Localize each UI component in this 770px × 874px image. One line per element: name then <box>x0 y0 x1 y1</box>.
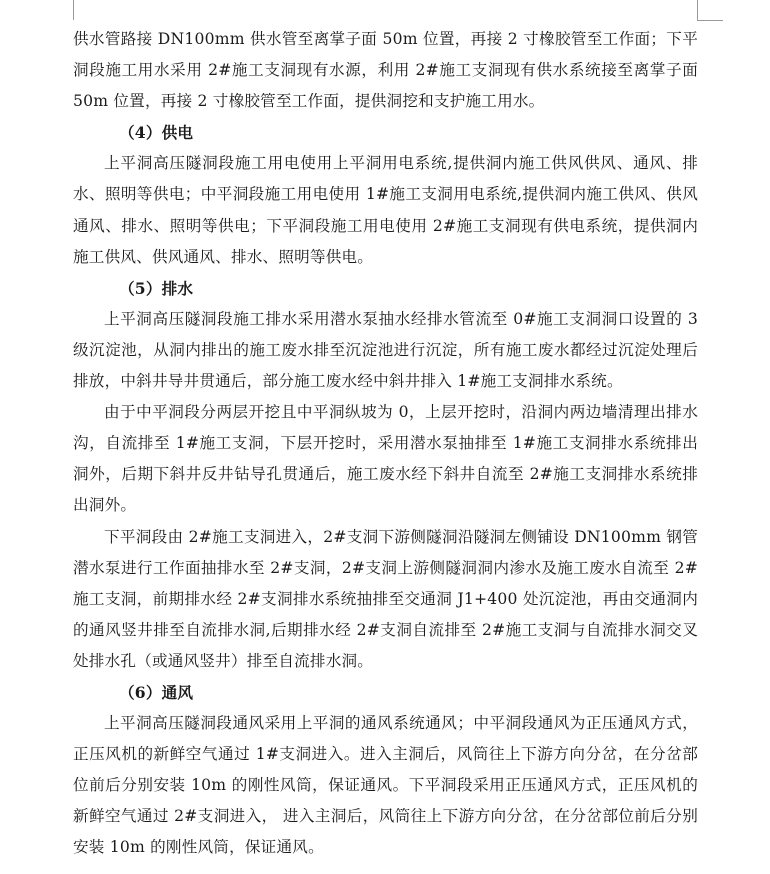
paragraph-power-supply: 上平洞高压隧洞段施工用电使用上平洞用电系统,提供洞内施工供风供风、通风、排水、照明等供电；中平洞段施工用电使用 1#施工支洞用电系统,提供洞内施工供风、供风通风、排水、照明等供电；下平洞段施工用电使用 2#施工支洞现有供电系统，提供洞内施工供风、供风通风、排水、照明等供电。 <box>73 154 698 266</box>
heading-power-supply: （4）供电 <box>119 123 194 143</box>
heading-drainage: （5）排水 <box>119 278 194 298</box>
paragraph-ventilation: 上平洞高压隧洞段通风采用上平洞的通风系统通风；中平洞段通风为正压通风方式，正压风机的新鲜空气通过 1#支洞进入。进入主洞后，风筒往上下游方向分岔，在分岔部位前后分别安装 10m 的刚性风筒，保证通风。下平洞段采用正压通风方式，正压风机的新鲜空气通过 2#支洞进入， 进入主洞后，风筒往上下游方向分岔，在分岔部位前后分别安装 10m 的刚性风筒，保证通风。 <box>73 714 698 857</box>
paragraph-drainage-upper: 上平洞高压隧洞段施工排水采用潜水泵抽水经排水管流至 0#施工支洞洞口设置的 3 级沉淀池，从洞内排出的施工废水排至沉淀池进行沉淀，所有施工废水都经过沉淀处理后排放，中斜井导井贯通后，部分施工废水经中斜井排入 1#施工支洞排水系统。 <box>73 309 698 391</box>
paragraph-water-supply-continued: 供水管路接 DN100mm 供水管至离掌子面 50m 位置，再接 2 寸橡胶管至工作面；下平洞段施工用水采用 2#施工支洞现有水源，利用 2#施工支洞现有供水系统接至离掌子面 50m 位置，再接 2 寸橡胶管至工作面，提供洞挖和支护施工用水。 <box>73 30 698 111</box>
crop-mark-top-right-vertical <box>697 0 698 20</box>
heading-ventilation: （6）通风 <box>119 682 194 702</box>
crop-mark-top-right-horizontal <box>697 20 723 21</box>
paragraph-drainage-middle: 由于中平洞段分两层开挖且中平洞纵坡为 0，上层开挖时，沿洞内两边墙清理出排水沟，自流排至 1#施工支洞，下层开挖时，采用潜水泵抽排至 1#施工支洞排水系统排出洞外，后期下斜井反井钻导孔贯通后，施工废水经下斜井自流至 2#施工支洞排水系统排出洞外。 <box>73 403 698 515</box>
crop-mark-top-left <box>73 0 74 20</box>
paragraph-drainage-lower: 下平洞段由 2#施工支洞进入，2#支洞下游侧隧洞沿隧洞左侧铺设 DN100mm 钢管潜水泵进行工作面抽排水至 2#支洞，2#支洞上游侧隧洞洞内渗水及施工废水自流至 2#施工支洞，前期排水经 2#支洞排水系统抽排至交通洞 J1+400 处沉淀池，再由交通洞内的通风竖井排至自流排水洞,后期排水经 2#支洞自流排至 2#施工支洞与自流排水洞交叉处排水孔（或通风竖井）排至自流排水洞。 <box>73 527 698 670</box>
document-body <box>73 24 698 864</box>
